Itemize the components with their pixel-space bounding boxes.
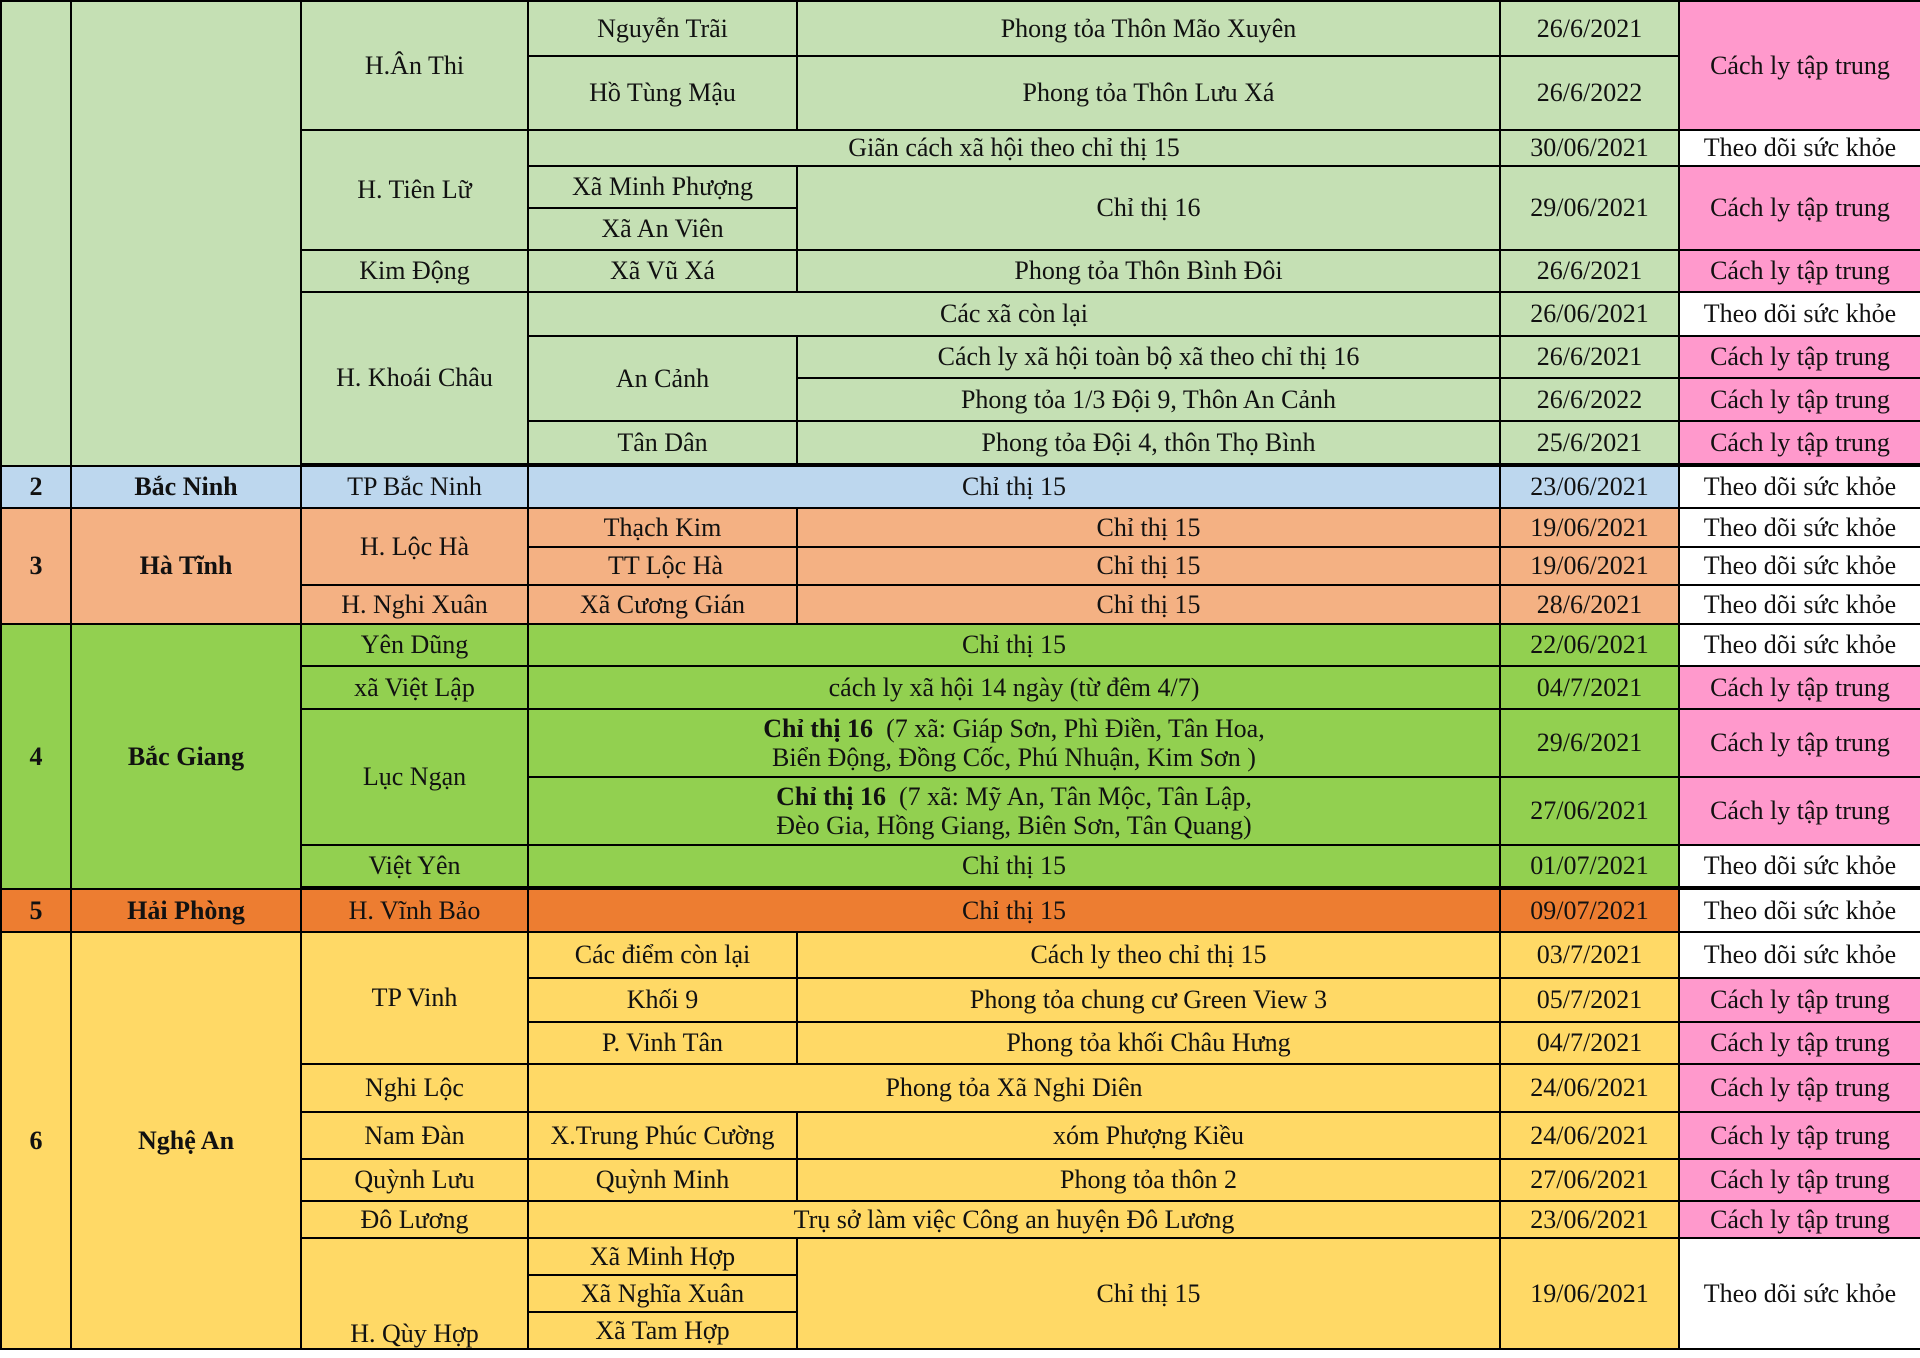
measure-cell [528,709,1500,777]
directive-label: Chỉ thị 16 [776,781,886,811]
province-cell: Nghệ An [71,932,301,1349]
district-cell: H. Vĩnh Bảo [301,889,528,932]
date-cell: 19/06/2021 [1500,1238,1679,1349]
commune-cell: Xã Minh Hợp [528,1238,797,1275]
status-cell: Theo dõi sức khỏe [1679,466,1920,508]
measure-cell [528,777,1500,845]
measure-cell: Chỉ thị 16 [797,166,1500,250]
commune-cell: Khối 9 [528,978,797,1022]
district-cell: H.Ân Thi [301,1,528,130]
table-row [1,932,1920,978]
measure-cell: cách ly xã hội 14 ngày (từ đêm 4/7) [528,666,1500,709]
date-cell: 29/6/2021 [1500,709,1679,777]
province-cell: Hà Tĩnh [71,508,301,624]
district-cell: Nam Đàn [301,1112,528,1159]
status-cell: Theo dõi sức khỏe [1679,585,1920,624]
commune-cell: Xã Vũ Xá [528,250,797,292]
commune-cell: Nguyễn Trãi [528,1,797,56]
date-cell: 09/07/2021 [1500,889,1679,932]
district-cell: xã Việt Lập [301,666,528,709]
date-cell: 25/6/2021 [1500,421,1679,464]
measure-cell: Chỉ thị 15 [528,624,1500,666]
status-cell: Theo dõi sức khỏe [1679,130,1920,166]
status-cell: Theo dõi sức khỏe [1679,508,1920,547]
district-cell: H. Khoái Châu [301,292,528,464]
date-cell: 01/07/2021 [1500,845,1679,887]
district-cell: TP Bắc Ninh [301,466,528,508]
measure-cell: Phong tỏa Thôn Mão Xuyên [797,1,1500,56]
commune-cell: Tân Dân [528,421,797,464]
status-cell: Cách ly tập trung [1679,1,1920,130]
measure-cell: Phong tỏa chung cư Green View 3 [797,978,1500,1022]
district-cell: Lục Ngạn [301,709,528,845]
commune-cell: Hồ Tùng Mậu [528,56,797,130]
date-cell: 29/06/2021 [1500,166,1679,250]
status-cell: Theo dõi sức khỏe [1679,1238,1920,1349]
row-number-cell: 2 [1,466,71,508]
status-cell: Cách ly tập trung [1679,978,1920,1022]
measure-cell: Chỉ thị 15 [797,508,1500,547]
commune-cell: Quỳnh Minh [528,1159,797,1201]
status-cell: Cách ly tập trung [1679,336,1920,378]
date-cell: 04/7/2021 [1500,666,1679,709]
status-cell: Cách ly tập trung [1679,1064,1920,1112]
measure-cell: Phong tỏa thôn 2 [797,1159,1500,1201]
date-cell: 30/06/2021 [1500,130,1679,166]
commune-cell: Xã Tam Hợp [528,1312,797,1349]
date-cell: 26/6/2022 [1500,56,1679,130]
status-cell: Theo dõi sức khỏe [1679,932,1920,978]
province-cell: Bắc Giang [71,624,301,889]
status-cell: Cách ly tập trung [1679,421,1920,464]
status-cell: Cách ly tập trung [1679,1159,1920,1201]
measure-cell: Chỉ thị 15 [797,585,1500,624]
district-cell: Kim Động [301,250,528,292]
table-row [1,1,1920,56]
measure-cell: Phong tỏa 1/3 Đội 9, Thôn An Cảnh [797,378,1500,421]
row-number-cell: 3 [1,508,71,624]
date-cell: 26/6/2022 [1500,378,1679,421]
date-cell: 27/06/2021 [1500,777,1679,845]
measure-cell: Các xã còn lại [528,292,1500,336]
status-cell: Cách ly tập trung [1679,378,1920,421]
date-cell: 24/06/2021 [1500,1064,1679,1112]
commune-cell: Xã Minh Phượng [528,166,797,208]
measure-cell: Giãn cách xã hội theo chỉ thị 15 [528,130,1500,166]
date-cell: 22/06/2021 [1500,624,1679,666]
province-cell: Hải Phòng [71,889,301,932]
status-cell: Cách ly tập trung [1679,666,1920,709]
date-cell: 28/6/2021 [1500,585,1679,624]
table-row [1,889,1920,932]
table-row [1,624,1920,666]
measure-cell: Chỉ thị 15 [797,1238,1500,1349]
date-cell: 23/06/2021 [1500,1201,1679,1238]
status-cell: Theo dõi sức khỏe [1679,547,1920,585]
measure-cell: Chỉ thị 15 [528,889,1500,932]
date-cell: 26/6/2021 [1500,336,1679,378]
date-cell: 05/7/2021 [1500,978,1679,1022]
status-cell: Cách ly tập trung [1679,709,1920,777]
status-cell: Cách ly tập trung [1679,1201,1920,1238]
district-cell: Quỳnh Lưu [301,1159,528,1201]
measure-cell: xóm Phượng Kiều [797,1112,1500,1159]
status-cell: Cách ly tập trung [1679,166,1920,250]
row-number-cell: 5 [1,889,71,932]
status-cell: Cách ly tập trung [1679,1022,1920,1064]
date-cell: 27/06/2021 [1500,1159,1679,1201]
measure-cell: Phong tỏa Thôn Bình Đôi [797,250,1500,292]
commune-cell: Xã An Viên [528,208,797,250]
commune-cell: Xã Cương Gián [528,585,797,624]
commune-list-line: (7 xã: Mỹ An, Tân Mộc, Tân Lập, [885,781,1252,811]
district-cell: H. Tiên Lữ [301,130,528,250]
commune-cell: TT Lộc Hà [528,547,797,585]
row-number-cell: 6 [1,932,71,1349]
date-cell: 26/6/2021 [1500,1,1679,56]
status-cell: Cách ly tập trung [1679,1112,1920,1159]
status-cell: Theo dõi sức khỏe [1679,624,1920,666]
district-cell: H. Qùy Hợp [301,1238,528,1349]
measure-cell: Trụ sở làm việc Công an huyện Đô Lương [528,1201,1500,1238]
row-number-cell [1,1,71,466]
measure-cell: Phong tỏa khối Châu Hưng [797,1022,1500,1064]
row-number-cell: 4 [1,624,71,889]
measure-cell: Chỉ thị 15 [528,845,1500,887]
district-cell: Việt Yên [301,845,528,887]
measure-cell: Phong tỏa Đội 4, thôn Thọ Bình [797,421,1500,464]
province-cell [71,1,301,466]
commune-cell: An Cảnh [528,336,797,421]
district-cell: Nghi Lộc [301,1064,528,1112]
commune-cell: Thạch Kim [528,508,797,547]
measure-cell: Chỉ thị 15 [528,466,1500,508]
district-cell: Đô Lương [301,1201,528,1238]
status-cell: Cách ly tập trung [1679,250,1920,292]
date-cell: 03/7/2021 [1500,932,1679,978]
status-cell: Theo dõi sức khỏe [1679,889,1920,932]
commune-cell: P. Vinh Tân [528,1022,797,1064]
commune-cell: X.Trung Phúc Cường [528,1112,797,1159]
district-cell: H. Lộc Hà [301,508,528,585]
district-cell: H. Nghi Xuân [301,585,528,624]
measure-cell: Cách ly xã hội toàn bộ xã theo chỉ thị 16 [797,336,1500,378]
measure-cell: Chỉ thị 15 [797,547,1500,585]
commune-cell: Xã Nghĩa Xuân [528,1275,797,1312]
date-cell: 19/06/2021 [1500,508,1679,547]
date-cell: 24/06/2021 [1500,1112,1679,1159]
measure-cell: Phong tỏa Xã Nghi Diên [528,1064,1500,1112]
status-cell: Theo dõi sức khỏe [1679,845,1920,887]
status-cell: Cách ly tập trung [1679,777,1920,845]
table-row [1,508,1920,547]
commune-list-line: Đèo Gia, Hồng Giang, Biên Sơn, Tân Quang) [776,811,1252,840]
table-row [1,466,1920,508]
status-cell: Theo dõi sức khỏe [1679,292,1920,336]
province-cell: Bắc Ninh [71,466,301,508]
date-cell: 26/06/2021 [1500,292,1679,336]
commune-list-line: Biển Động, Đồng Cốc, Phú Nhuận, Kim Sơn ) [772,743,1256,772]
date-cell: 19/06/2021 [1500,547,1679,585]
measure-cell: Cách ly theo chỉ thị 15 [797,932,1500,978]
directive-label: Chỉ thị 16 [763,713,874,743]
district-cell: Yên Dũng [301,624,528,666]
district-cell: TP Vinh [301,932,528,1064]
commune-cell: Các điểm còn lại [528,932,797,978]
commune-list-line: (7 xã: Giáp Sơn, Phì Điền, Tân Hoa, [873,713,1265,743]
date-cell: 23/06/2021 [1500,466,1679,508]
date-cell: 04/7/2021 [1500,1022,1679,1064]
date-cell: 26/6/2021 [1500,250,1679,292]
measure-cell: Phong tỏa Thôn Lưu Xá [797,56,1500,130]
